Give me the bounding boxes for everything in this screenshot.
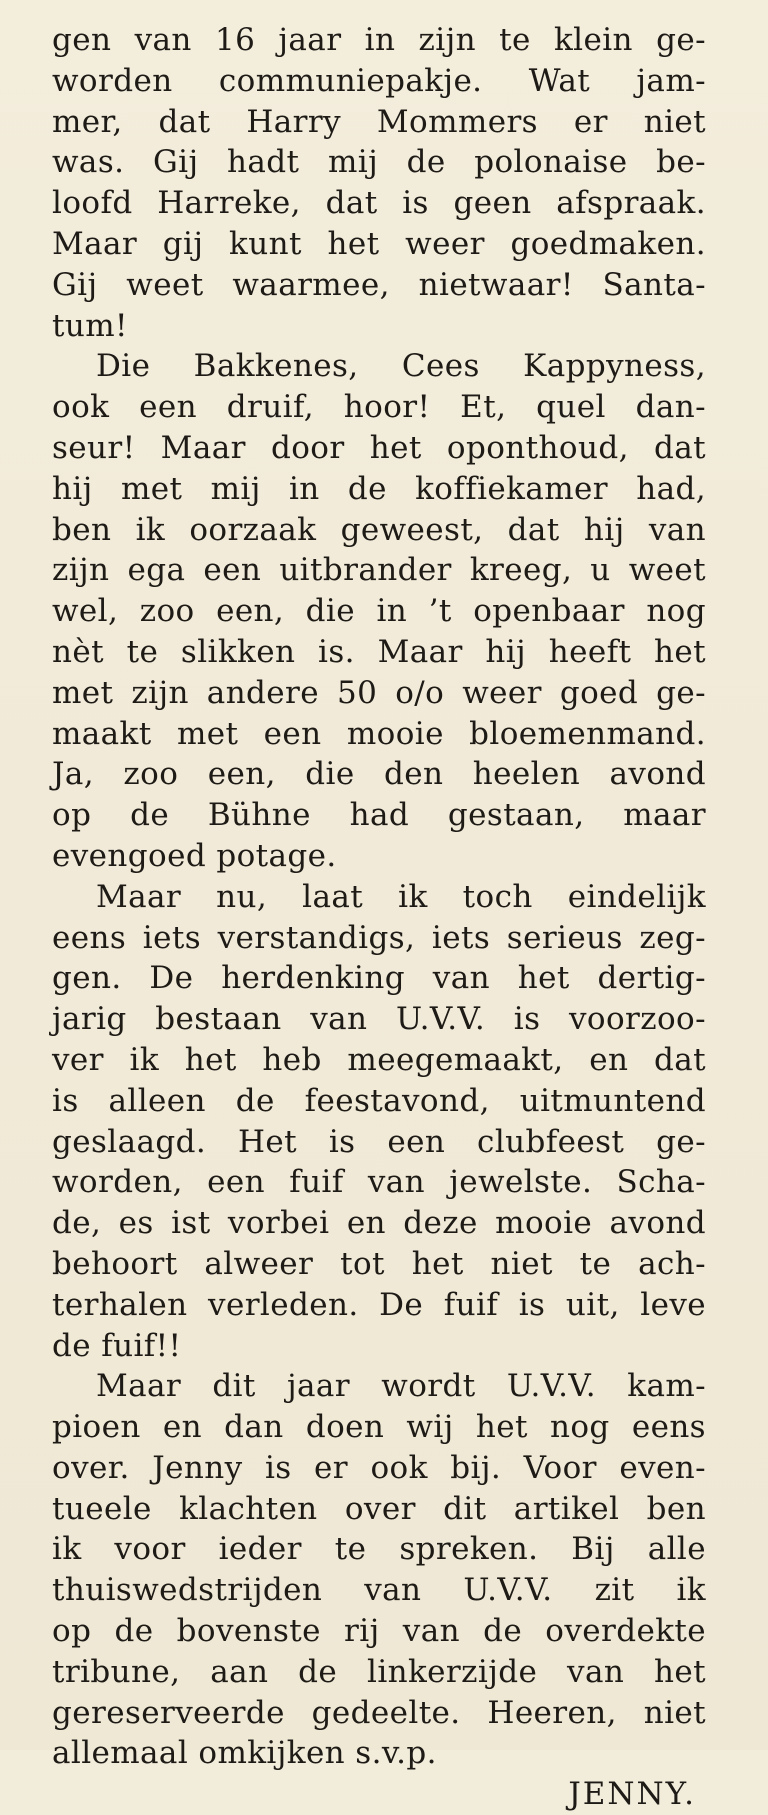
article-column xyxy=(52,20,706,1815)
text-line: over. Jenny is er ook bij. Voor even- xyxy=(52,1449,706,1486)
text-line: op de bovenste rij van de overdekte xyxy=(52,1613,706,1650)
text-line: allemaal omkijken s.v.p. xyxy=(52,1735,437,1772)
text-line: op de Bühne had gestaan, maar xyxy=(52,797,706,834)
text-line: hij met mij in de koffiekamer had, xyxy=(52,470,706,507)
text-line: ik voor ieder te spreken. Bij alle xyxy=(52,1531,706,1568)
text-line: gen van 16 jaar in zijn te klein ge- xyxy=(52,22,706,58)
text-line: Maar nu, laat ik toch eindelijk xyxy=(96,878,706,915)
text-line: mer, dat Harry Mommers er niet xyxy=(52,103,706,140)
text-line: Maar gij kunt het weer goedmaken. xyxy=(52,225,706,262)
text-line: thuiswedstrijden van U.V.V. zit ik xyxy=(52,1572,706,1609)
text-line: Gij weet waarmee, nietwaar! Santa- xyxy=(52,266,706,303)
text-line: Die Bakkenes, Cees Kappyness, xyxy=(96,348,706,385)
text-line: de fuif!! xyxy=(52,1327,182,1364)
text-line: was. Gij hadt mij de polonaise be- xyxy=(52,144,706,181)
text-line: Maar dit jaar wordt U.V.V. kam- xyxy=(96,1368,706,1405)
text-line: terhalen verleden. De fuif is uit, leve xyxy=(52,1286,706,1323)
text-line: gereserveerde gedeelte. Heeren, niet xyxy=(52,1694,706,1731)
text-line: zijn ega een uitbrander kreeg, u weet xyxy=(52,552,706,589)
text-line: ook een druif, hoor! Et, quel dan- xyxy=(52,389,706,426)
text-line: Ja, zoo een, die den heelen avond xyxy=(52,756,706,793)
text-line: tum! xyxy=(52,307,128,344)
text-line: wel, zoo een, die in ’t openbaar nog xyxy=(52,593,706,630)
text-line: pioen en dan doen wij het nog eens xyxy=(52,1409,706,1446)
text-line: eens iets verstandigs, iets serieus zeg- xyxy=(52,919,706,956)
text-line: tribune, aan de linkerzijde van het xyxy=(52,1653,706,1690)
text-line: nèt te slikken is. Maar hij heeft het xyxy=(52,633,706,670)
text-line: ben ik oorzaak geweest, dat hij van xyxy=(52,511,706,548)
text-line: seur! Maar door het oponthoud, dat xyxy=(52,429,706,466)
text-line: geslaagd. Het is een clubfeest ge- xyxy=(52,1123,706,1160)
text-line: de, es ist vorbei en deze mooie avond xyxy=(52,1205,706,1242)
text-line: met zijn andere 50 o/o weer goed ge- xyxy=(52,674,706,711)
text-line: tueele klachten over dit artikel ben xyxy=(52,1490,706,1527)
text-line: loofd Harreke, dat is geen afspraak. xyxy=(52,185,706,222)
text-line: behoort alweer tot het niet te ach- xyxy=(52,1245,706,1282)
text-line: jarig bestaan van U.V.V. is voorzoo- xyxy=(52,1001,706,1038)
text-line: is alleen de feestavond, uitmuntend xyxy=(52,1082,706,1119)
text-line: evengoed potage. xyxy=(52,837,337,874)
text-line: maakt met een mooie bloemenmand. xyxy=(52,715,706,752)
text-line: worden, een fuif van jewelste. Scha- xyxy=(52,1164,706,1201)
text-line: ver ik het heb meegemaakt, en dat xyxy=(52,1041,706,1078)
author-signature: JENNY. xyxy=(568,1776,696,1813)
text-line: gen. De herdenking van het dertig- xyxy=(52,960,706,997)
text-line: worden communiepakje. Wat jam- xyxy=(52,62,706,99)
